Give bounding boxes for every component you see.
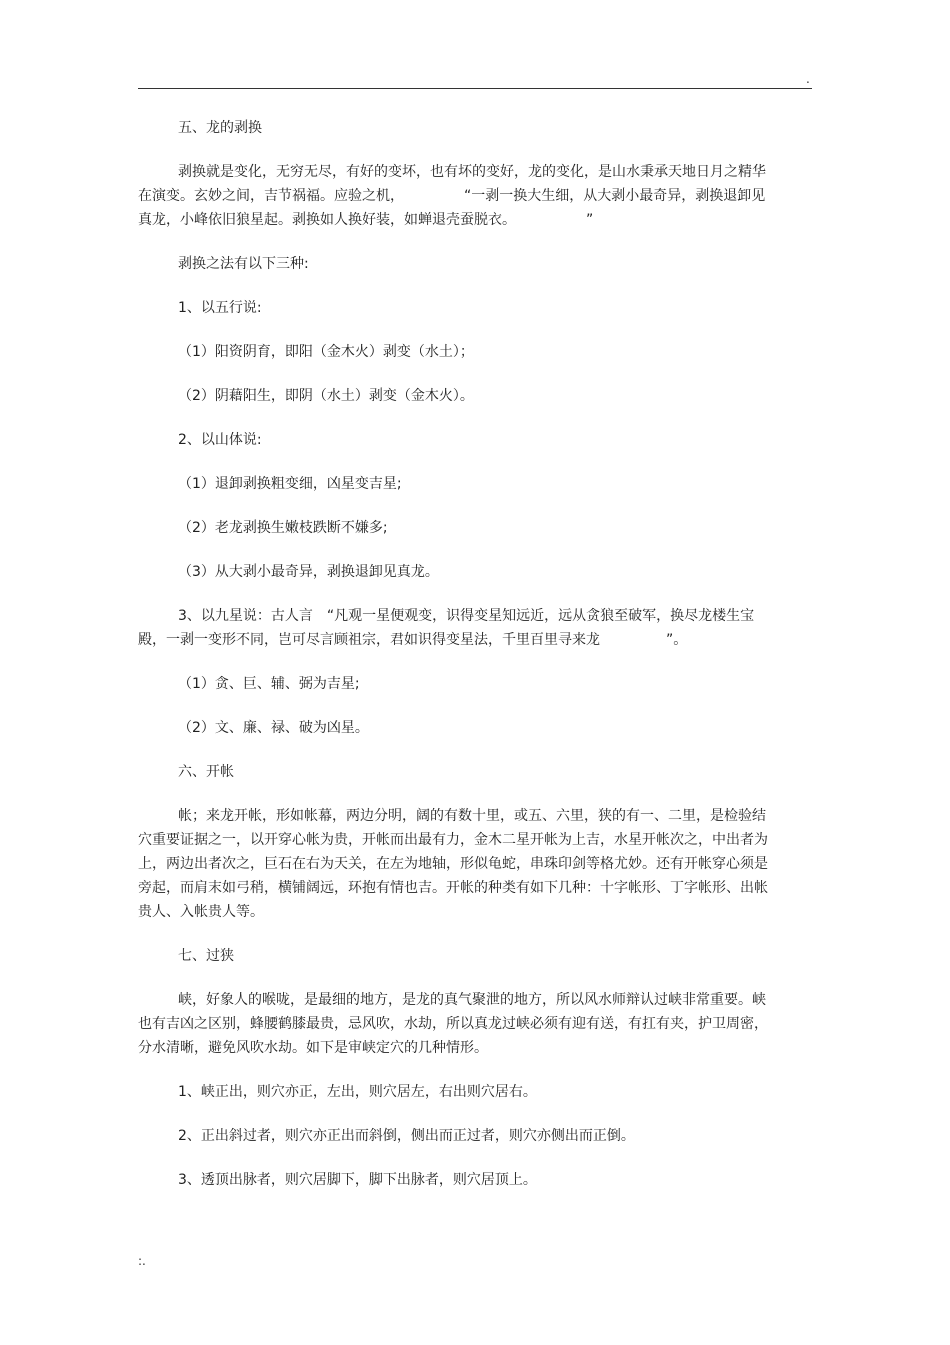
method-3-part-b: “凡观一星便观变，识得变星知远近，远从贪狼至破军，换尽龙楼生宝殿，一剥一变形不同，岂可尽言顾祖宗，君如识得变星法，千里百里寻来龙	[138, 608, 755, 648]
section-5-para-part-c: ”	[586, 212, 594, 228]
method-2-item-3: （3）从大剥小最奇异，剥换退卸见真龙。	[178, 564, 439, 580]
method-2-item-1: （1）退卸剥换粗变细，凶星变吉星;	[178, 476, 402, 492]
section-5-para-part-a: 剥换就是变化，无穷无尽，有好的变坏，也有坏的变好，龙的变化，是山水秉承天地日月之精华在演变。玄妙之间，吉节祸福。应验之机，	[138, 164, 766, 204]
section-6-title: 六、开帐	[178, 764, 234, 780]
method-1-item-1: （1）阳资阴育，即阳（金木火）剥变（水土）；	[178, 344, 474, 360]
method-3-part-a: 3、以九星说：古人言	[178, 608, 313, 624]
section-7-item-2: 2、正出斜过者，则穴亦正出而斜倒，侧出而正过者，则穴亦侧出而正倒。	[178, 1128, 635, 1144]
header-rule	[138, 88, 812, 89]
section-7-paragraph: 峡，好象人的喉咙，是最细的地方，是龙的真气聚泄的地方，所以风水师辩认过峡非常重要。峡也有吉凶之区别，蜂腰鹤膝最贵，忌风吹，水劫，所以真龙过峡必须有迎有送，有扛有夹，护卫周密，分水清晰，避免风吹水劫。如下是审峡定穴的几种情形。	[138, 992, 768, 1056]
method-1-title: 1、以五行说:	[178, 300, 262, 316]
section-6-paragraph: 帐；来龙开帐，形如帐幕，两边分明，阔的有数十里，或五、六里，狭的有一、二里，是检验结穴重要证据之一，以开穿心帐为贵，开帐而出最有力，金木二星开帐为上吉，水星开帐次之，中出者为上，两边出者次之，巨石在右为天关，在左为地轴，形似龟蛇，串珠印剑等格尤妙。还有开帐穿心须是旁起，而肩末如弓稍，横铺阔远，环抱有情也吉。开帐的种类有如下几种：十字帐形、丁字帐形、出帐贵人、入帐贵人等。	[138, 808, 768, 920]
method-2-item-2: （2）老龙剥换生嫩枝跌断不嫌多;	[178, 520, 388, 536]
section-5-title: 五、龙的剥换	[178, 120, 262, 136]
document-body	[138, 116, 778, 1212]
method-3-part-c: ”。	[666, 632, 688, 648]
method-1-item-2: （2）阴藉阳生，即阴（水土）剥变（金木火）。	[178, 388, 474, 404]
method-3-paragraph	[138, 604, 778, 652]
header-mark: .	[806, 72, 810, 86]
section-7-item-1: 1、峡正出，则穴亦正，左出，则穴居左，右出则穴居右。	[178, 1084, 537, 1100]
section-5-para-part-b: “一剥一换大生细，从大剥小最奇异，剥换退卸见真龙，小峰依旧狼星起。剥换如人换好装，如蝉退壳蚕脱衣。	[138, 188, 766, 228]
method-3-item-2: （2）文、廉、禄、破为凶星。	[178, 720, 369, 736]
section-7-title: 七、过狭	[178, 948, 234, 964]
method-2-title: 2、以山体说:	[178, 432, 262, 448]
method-3-item-1: （1）贪、巨、辅、弼为吉星;	[178, 676, 360, 692]
section-7-item-3: 3、透顶出脉者，则穴居脚下，脚下出脉者，则穴居顶上。	[178, 1172, 537, 1188]
footer-mark: :.	[138, 1254, 146, 1268]
methods-intro: 剥换之法有以下三种:	[178, 256, 309, 272]
section-5-paragraph	[138, 160, 778, 232]
